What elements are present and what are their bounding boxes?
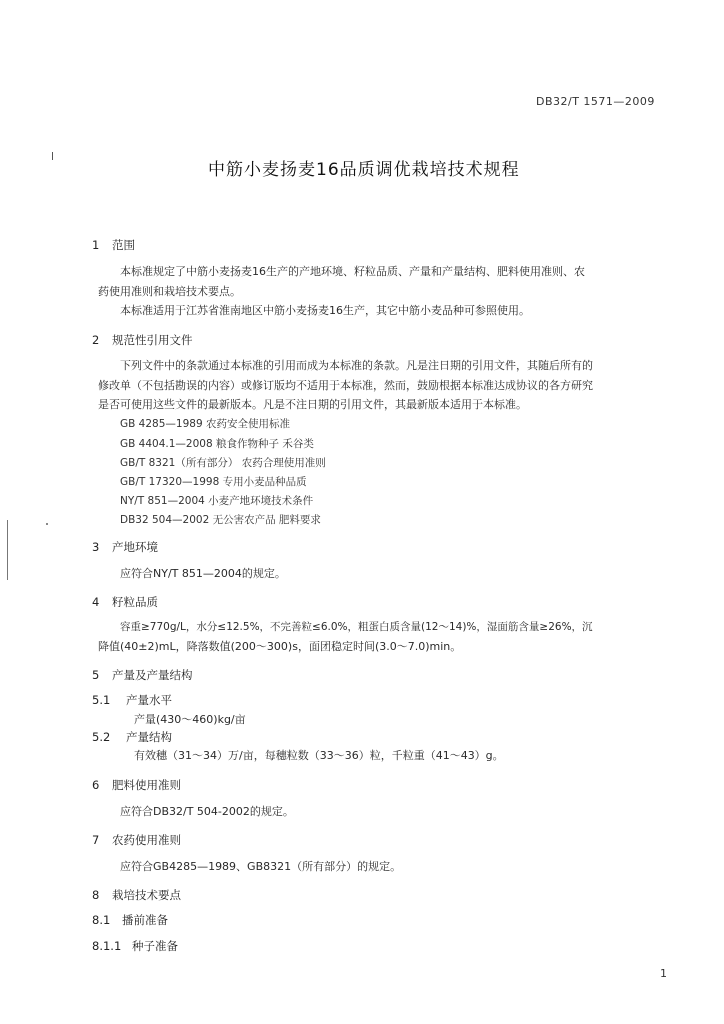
subsection-heading	[92, 915, 168, 927]
paragraph-line: 降值(40±2)mL，降落数值(200～300)s，面团稳定时间(3.0～7.0)min。	[98, 640, 462, 653]
paragraph-line: 有效穗（31～34）万/亩，每穗粒数（33～36）粒，千粒重（41～43）g。	[134, 749, 504, 762]
reference-item: GB 4285—1989 农药安全使用标准	[120, 418, 290, 430]
section-number: 2	[92, 333, 100, 347]
subsection-number: 5.2	[92, 730, 111, 744]
section-heading	[92, 542, 158, 554]
section-number: 4	[92, 595, 100, 609]
section-title: 产地环境	[112, 540, 158, 554]
section-heading	[92, 597, 158, 609]
section-heading	[92, 835, 181, 847]
scan-mark	[52, 152, 53, 160]
page-number: 1	[660, 967, 667, 980]
section-heading	[92, 780, 181, 792]
reference-item: GB/T 8321（所有部分） 农药合理使用准则	[120, 457, 326, 469]
paragraph-line: 应符合NY/T 851—2004的规定。	[120, 567, 286, 580]
section-heading	[92, 890, 181, 902]
section-number: 1	[92, 238, 100, 252]
section-number: 5	[92, 668, 100, 682]
section-number: 8	[92, 888, 100, 902]
document-title: 中筋小麦扬麦16品质调优栽培技术规程	[208, 160, 520, 180]
scan-mark	[46, 523, 48, 525]
subsection-number: 8.1.1	[92, 939, 122, 953]
paragraph-line: 应符合GB4285—1989、GB8321（所有部分）的规定。	[120, 860, 402, 873]
section-title: 籽粒品质	[112, 595, 158, 609]
subsection-title: 产量结构	[126, 730, 172, 744]
subsection-number: 8.1	[92, 913, 111, 927]
subsection-title: 产量水平	[126, 693, 172, 707]
subsection-heading	[92, 941, 178, 953]
paragraph-line: 产量(430～460)kg/亩	[134, 713, 246, 726]
subsection-heading	[92, 732, 172, 744]
section-heading	[92, 670, 193, 682]
section-heading	[92, 240, 135, 252]
section-title: 范围	[112, 238, 135, 252]
subsection-title: 播前准备	[122, 913, 168, 927]
paragraph-line: 容重≥770g/L，水分≤12.5%，不完善粒≤6.0%，粗蛋白质含量(12～14)%，湿面筋含量≥26%，沉	[120, 621, 593, 633]
section-title: 栽培技术要点	[112, 888, 181, 902]
reference-item: GB 4404.1—2008 粮食作物种子 禾谷类	[120, 438, 314, 450]
section-title: 规范性引用文件	[112, 333, 193, 347]
standard-code: DB32/T 1571—2009	[536, 95, 655, 108]
paragraph-line: 药使用准则和栽培技术要点。	[98, 285, 241, 298]
section-title: 农药使用准则	[112, 833, 181, 847]
paragraph-line: 是否可使用这些文件的最新版本。凡是不注日期的引用文件，其最新版本适用于本标准。	[98, 398, 527, 411]
reference-item: GB/T 17320—1998 专用小麦品种品质	[120, 476, 307, 488]
paragraph-line: 应符合DB32/T 504-2002的规定。	[120, 805, 294, 818]
section-number: 3	[92, 540, 100, 554]
section-title: 产量及产量结构	[112, 668, 193, 682]
subsection-heading	[92, 695, 172, 707]
subsection-number: 5.1	[92, 693, 111, 707]
paragraph-line: 修改单（不包括勘误的内容）或修订版均不适用于本标准，然而，鼓励根据本标准达成协议的各方研究	[98, 379, 593, 392]
subsection-title: 种子准备	[132, 939, 178, 953]
reference-item: NY/T 851—2004 小麦产地环境技术条件	[120, 495, 314, 507]
paragraph-line: 本标准规定了中筋小麦扬麦16生产的产地环境、籽粒品质、产量和产量结构、肥料使用准则、农	[120, 265, 585, 278]
section-heading	[92, 335, 193, 347]
section-title: 肥料使用准则	[112, 778, 181, 792]
reference-item: DB32 504—2002 无公害农产品 肥料要求	[120, 514, 321, 526]
scan-mark	[7, 520, 8, 580]
paragraph-line: 下列文件中的条款通过本标准的引用而成为本标准的条款。凡是注日期的引用文件，其随后所有的	[120, 359, 593, 372]
paragraph-line: 本标准适用于江苏省淮南地区中筋小麦扬麦16生产，其它中筋小麦品种可参照使用。	[120, 304, 530, 317]
section-number: 6	[92, 778, 100, 792]
section-number: 7	[92, 833, 100, 847]
